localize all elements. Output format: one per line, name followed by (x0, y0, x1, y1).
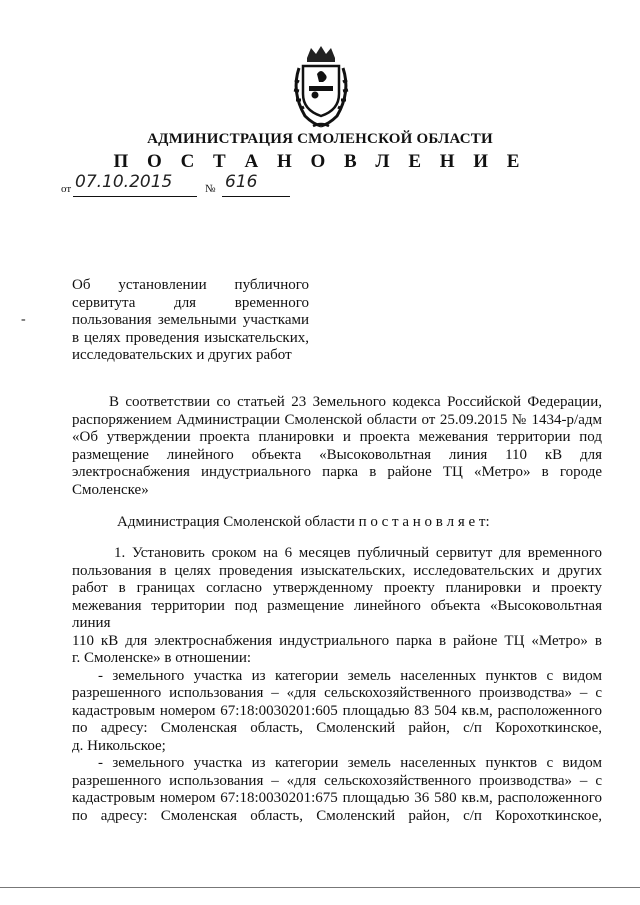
paragraph-line: распоряжением Администрации Смоленской области от 25.09.2015 № 1434-р/адм (72, 411, 602, 428)
paragraph-line: электроснабжения индустриального парка в районе ТЦ «Метро» в городе (72, 464, 602, 480)
date-label: от (61, 183, 72, 195)
subject-line: Об установлении публичного (72, 277, 309, 293)
paragraph-line: - земельного участка из категории земель населенных пунктов с видом (98, 755, 602, 771)
paragraph-line: по адресу: Смоленская область, Смоленский район, с/п Корохоткинское, (72, 807, 602, 824)
paragraph-line: Администрация Смоленской области п о с т а н о в л я е т: (117, 514, 490, 530)
paragraph-line: межевания территории под размещение линейного объекта «Высоковольтная линия (72, 597, 602, 631)
paragraph-line: разрешенного использования – «для сельскохозяйственного производства» – с (72, 685, 602, 701)
subject-line: в целях проведения изыскательских, (72, 329, 309, 346)
document-type-title: П О С Т А Н О В Л Е Н И Е (113, 151, 527, 172)
margin-mark: - (21, 312, 26, 327)
subject-line: сервитута для временного (72, 294, 309, 311)
paragraph-line: разрешенного использования – «для сельскохозяйственного производства» – с (72, 772, 602, 789)
page-bottom-edge (0, 887, 640, 888)
coat-of-arms-emblem (287, 44, 355, 130)
paragraph-line: Смоленске» (72, 481, 149, 498)
paragraph-line: «Об утверждении проекта планировки и проекта межевания территории под (72, 429, 602, 445)
paragraph-line: 1. Установить сроком на 6 месяцев публичный сервитут для временного (114, 545, 602, 561)
organization-name: АДМИНИСТРАЦИЯ СМОЛЕНСКОЙ ОБЛАСТИ (147, 131, 493, 147)
number-label: № (205, 183, 216, 195)
date-underline (73, 196, 197, 197)
paragraph-line: кадастровым номером 67:18:0030201:605 площадью 83 504 кв.м, расположенного (72, 702, 602, 719)
paragraph-line: работ в границах согласно утвержденному проекту планировки и проекту (72, 580, 602, 596)
number-underline (222, 196, 290, 197)
preamble-paragraph (72, 394, 602, 499)
document-date: 07.10.2015 (75, 172, 173, 192)
paragraph-line: размещение линейного объекта «Высоковольтная линия 110 кВ для (72, 446, 602, 463)
paragraph-line: пользования в целях проведения изыскательских, исследовательских и других (72, 562, 602, 579)
resolution-item-1 (72, 545, 602, 825)
subject-line: пользования земельными участками (72, 312, 309, 328)
document-subject (72, 277, 309, 365)
resolution-statement (72, 514, 602, 532)
paragraph-line: кадастровым номером 67:18:0030201:675 площадью 36 580 кв.м, расположенного (72, 790, 602, 806)
paragraph-line: В соответствии со статьей 23 Земельного кодекса Российской Федерации, (109, 394, 602, 410)
paragraph-line: д. Никольское; (72, 737, 166, 754)
paragraph-line: г. Смоленске» в отношении: (72, 650, 252, 666)
paragraph-line: 110 кВ для электроснабжения индустриального парка в районе ТЦ «Метро» в (72, 632, 602, 649)
document-number: 616 (225, 172, 258, 192)
paragraph-line: - земельного участка из категории земель населенных пунктов с видом (98, 667, 602, 684)
subject-line: исследовательских и других работ (72, 347, 292, 363)
paragraph-line: по адресу: Смоленская область, Смоленский район, с/п Корохоткинское, (72, 720, 602, 736)
